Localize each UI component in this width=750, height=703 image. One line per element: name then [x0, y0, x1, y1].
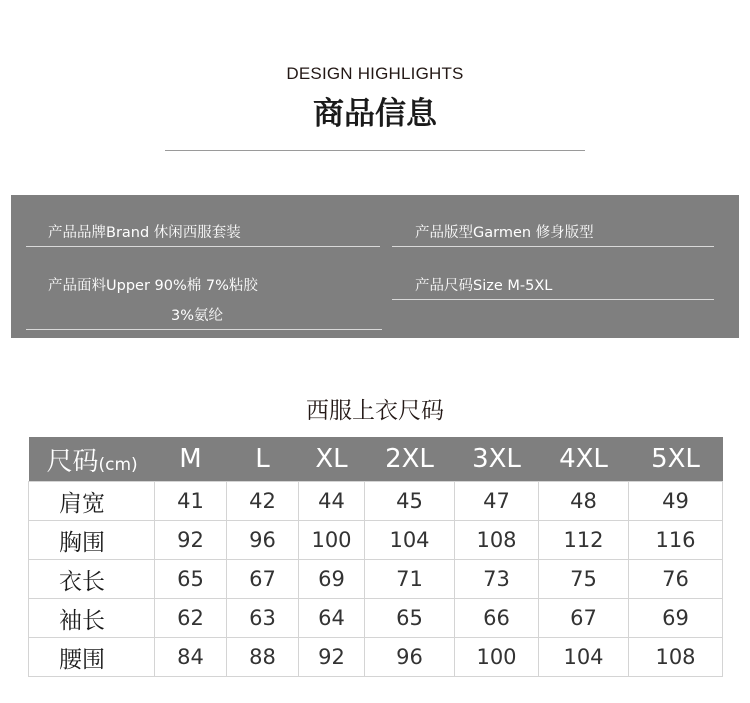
table-cell: 47 [455, 482, 539, 521]
table-cell: 92 [299, 638, 365, 677]
table-cell: 100 [299, 521, 365, 560]
info-brand-underline [26, 246, 380, 247]
info-fit-underline [392, 246, 714, 247]
row-label: 胸围 [29, 521, 155, 560]
size-header-cell: 2XL [365, 437, 455, 482]
table-cell: 104 [365, 521, 455, 560]
page-title: 商品信息 [313, 96, 437, 132]
info-fit: 产品版型Garmen 修身版型 [415, 225, 594, 241]
table-cell: 69 [629, 599, 723, 638]
table-cell: 45 [365, 482, 455, 521]
table-cell: 100 [455, 638, 539, 677]
table-cell: 112 [539, 521, 629, 560]
table-cell: 62 [155, 599, 227, 638]
table-cell: 49 [629, 482, 723, 521]
table-cell: 42 [227, 482, 299, 521]
table-cell: 65 [155, 560, 227, 599]
title-divider [165, 150, 585, 151]
table-row [29, 599, 723, 638]
size-chart-title: 西服上衣尺码 [306, 398, 444, 424]
table-row [29, 638, 723, 677]
table-cell: 75 [539, 560, 629, 599]
table-cell: 76 [629, 560, 723, 599]
table-cell: 96 [365, 638, 455, 677]
table-cell: 67 [539, 599, 629, 638]
info-size: 产品尺码Size M-5XL [415, 278, 553, 294]
size-header-cell: 3XL [455, 437, 539, 482]
table-cell: 88 [227, 638, 299, 677]
table-cell: 66 [455, 599, 539, 638]
table-cell: 84 [155, 638, 227, 677]
row-label: 腰围 [29, 638, 155, 677]
size-header-label: 尺码(cm) [29, 437, 155, 482]
row-label: 肩宽 [29, 482, 155, 521]
table-row [29, 482, 723, 521]
product-info-panel [11, 195, 739, 338]
table-cell: 96 [227, 521, 299, 560]
info-brand: 产品品牌Brand 休闲西服套装 [48, 225, 241, 241]
table-cell: 67 [227, 560, 299, 599]
row-label: 衣长 [29, 560, 155, 599]
info-size-underline [392, 299, 714, 300]
table-cell: 63 [227, 599, 299, 638]
table-row [29, 521, 723, 560]
table-cell: 108 [629, 638, 723, 677]
table-cell: 92 [155, 521, 227, 560]
info-fabric-cont: 3%氨纶 [171, 308, 224, 324]
info-fabric: 产品面料Upper 90%棉 7%粘胶 [48, 278, 258, 294]
table-cell: 65 [365, 599, 455, 638]
size-header-cell: 5XL [629, 437, 723, 482]
table-cell: 44 [299, 482, 365, 521]
table-cell: 73 [455, 560, 539, 599]
table-cell: 104 [539, 638, 629, 677]
table-cell: 48 [539, 482, 629, 521]
table-cell: 71 [365, 560, 455, 599]
table-cell: 69 [299, 560, 365, 599]
table-cell: 41 [155, 482, 227, 521]
size-header-cell: 4XL [539, 437, 629, 482]
table-row [29, 560, 723, 599]
row-label: 袖长 [29, 599, 155, 638]
table-cell: 64 [299, 599, 365, 638]
size-chart-table [28, 437, 723, 677]
size-header-cell: XL [299, 437, 365, 482]
info-fabric-underline [26, 329, 382, 330]
size-header-cell: L [227, 437, 299, 482]
size-header-row [29, 437, 723, 482]
size-header-cell: M [155, 437, 227, 482]
section-eyebrow: DESIGN HIGHLIGHTS [286, 64, 464, 83]
table-cell: 116 [629, 521, 723, 560]
table-cell: 108 [455, 521, 539, 560]
